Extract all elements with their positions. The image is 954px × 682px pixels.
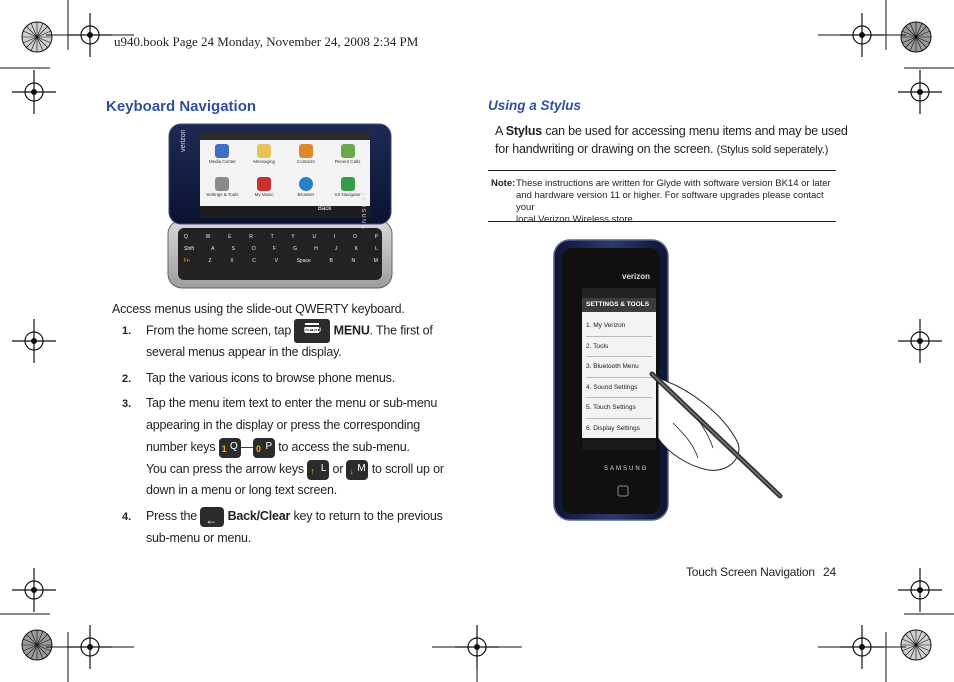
key-row-3: Fn Z X C V Space B N M — [184, 258, 378, 264]
step-1-number: 1. — [122, 325, 132, 337]
home-icon-grid — [202, 141, 368, 205]
settings-tools-title: SETTINGS & TOOLS — [586, 301, 650, 308]
step-3-line-4: You can press the arrow keys ↑ L or ↓ M to scroll up or — [146, 458, 444, 480]
samsung-logo-text-2: SAMSUNG — [604, 466, 649, 472]
stylus-paragraph-line-2: for handwriting or drawing on the screen. (Stylus sold seperately.) — [495, 142, 829, 156]
media-center-icon: Media Center — [202, 141, 243, 173]
step-4-number: 4. — [122, 511, 132, 523]
recent-calls-icon: Recent Calls — [327, 141, 368, 173]
key-row-2: Shift A S D F G H J K L — [184, 246, 378, 252]
file-info-header: u940.book Page 24 Monday, November 24, 2008 2:34 PM — [114, 34, 419, 49]
step-4-line-2: sub-menu or menu. — [146, 531, 251, 545]
step-2-text: Tap the various icons to browse phone menus. — [146, 371, 395, 385]
note-text: These instructions are written for Glyde with software version BK14 or later and hardware version 11 or higher. For software upgrades please contact your local Verizon Wireless store. — [516, 178, 831, 225]
step-3-line-1: Tap the menu item text to enter the menu or sub-menu — [146, 396, 438, 410]
samsung-side-text: SAMSUNG — [360, 192, 366, 231]
phone-keyboard-image — [166, 122, 394, 290]
step-3-line-5: down in a menu or long text screen. — [146, 483, 338, 497]
verizon-logo-text-2: verizon — [622, 272, 651, 281]
verizon-logo-text: verizon — [180, 129, 187, 152]
vz-navigator-icon: VZ Navigator — [327, 174, 368, 206]
menu-item-bluetooth: 3. Bluetooth Menu — [586, 357, 652, 378]
key-1-q-icon: 1 Q — [219, 438, 241, 458]
step-4-line-1: Press the ← Back/Clear key to return to the previous — [146, 505, 443, 527]
section-heading-keyboard: Keyboard Navigation — [106, 98, 257, 115]
phone-stylus-drawing — [548, 238, 788, 522]
step-3-number: 3. — [122, 398, 132, 410]
key-row-1: Q W E R T Y U I O P — [184, 234, 378, 240]
menu-key-icon: MENU — [294, 319, 330, 343]
step-1-line-1: From the home screen, tap MENU MENU. The first of — [146, 319, 433, 343]
settings-menu-list — [586, 316, 652, 438]
qwerty-keyboard — [184, 234, 378, 264]
menu-item-touch-settings: 5. Touch Settings — [586, 398, 652, 419]
menu-item-my-verizon: 1. My Verizon — [586, 316, 652, 337]
settings-tools-icon: Settings & Tools — [202, 174, 243, 206]
arrow-down-m-key-icon: ↓ M — [346, 460, 368, 480]
section-heading-stylus: Using a Stylus — [488, 98, 582, 113]
stylus-paragraph-line-1: A Stylus can be used for accessing menu items and may be used — [495, 124, 848, 138]
browser-icon: Browser — [286, 174, 327, 206]
messaging-icon: Messaging — [244, 141, 285, 173]
phone-stylus-image — [548, 238, 788, 522]
intro-text: Access menus using the slide-out QWERTY keyboard. — [112, 302, 405, 316]
step-1-line-2: several menus appear in the display. — [146, 345, 342, 359]
footer-page-number: 24 — [823, 565, 836, 579]
footer-section-name: Touch Screen Navigation — [686, 565, 815, 579]
key-0-p-icon: 0 P — [253, 438, 275, 458]
step-3-line-3: number keys 1 Q — 0 P to access the sub-menu. — [146, 436, 410, 458]
menu-item-sound-settings: 4. Sound Settings — [586, 378, 652, 399]
arrow-up-l-key-icon: ↑ L — [307, 460, 329, 480]
back-clear-key-icon: ← — [200, 507, 224, 527]
step-2-number: 2. — [122, 373, 132, 385]
step-3-line-2: appearing in the display or press the corresponding — [146, 418, 421, 432]
contacts-icon: Contacts — [286, 141, 327, 173]
menu-item-tools: 2. Tools — [586, 337, 652, 358]
note-label: Note: — [491, 178, 516, 189]
screen-back-label: Back — [318, 206, 332, 212]
my-music-icon: My Music — [244, 174, 285, 206]
menu-item-display-settings: 6. Display Settings — [586, 424, 640, 432]
